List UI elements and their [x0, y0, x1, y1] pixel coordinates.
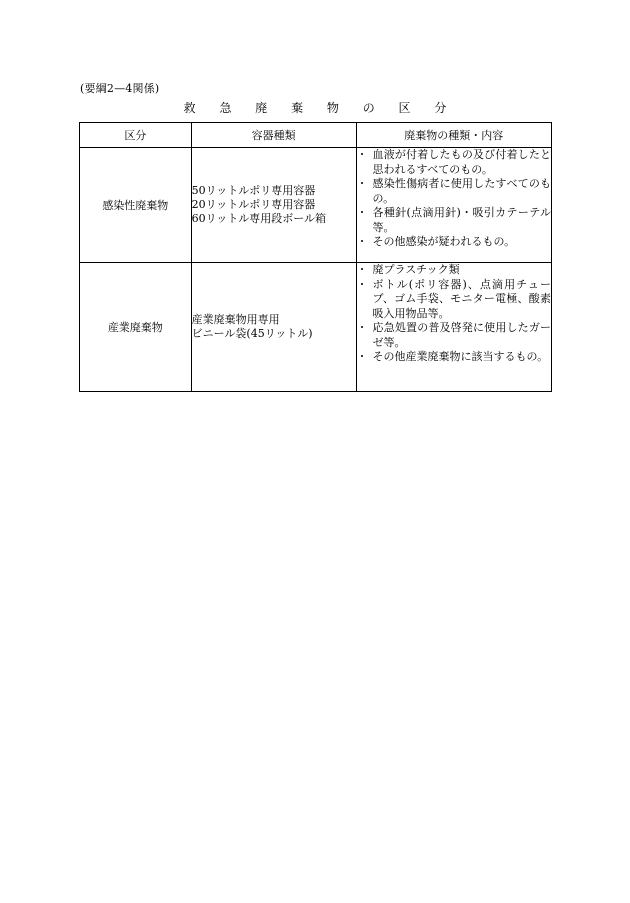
- list-item: [357, 148, 551, 177]
- list-item: [357, 263, 551, 278]
- list-item: [357, 321, 551, 350]
- bullet-mark: ・: [356, 148, 368, 161]
- list-item-text: 応急処置の普及啓発に使用したガーゼ等。: [372, 321, 551, 349]
- bullet-mark: ・: [356, 177, 368, 190]
- list-item: [357, 177, 551, 206]
- list-item-text: 廃プラスチック類: [372, 263, 460, 276]
- container-item: 50リットルポリ専用容器: [191, 184, 316, 197]
- list-item-text: 各種針(点滴用針)・吸引カテーテル等。: [372, 206, 551, 234]
- category-cell: 感染性廃棄物: [80, 148, 192, 263]
- table-row: [80, 263, 552, 392]
- container-item: 産業廃棄物用専用: [191, 313, 280, 326]
- list-item: [357, 206, 551, 235]
- table-header-row: [80, 123, 552, 148]
- container-item: 20リットルポリ専用容器: [191, 198, 316, 211]
- waste-items-list: [357, 148, 551, 250]
- waste-items-cell: [356, 263, 551, 392]
- reference-note: (要綱2—4関係): [80, 82, 160, 95]
- list-item: [357, 235, 551, 250]
- list-item-text: 血液が付着したもの及び付着したと思われるすべてのもの。: [372, 148, 551, 176]
- category-cell: 産業廃棄物: [80, 263, 192, 392]
- header-container-type: 容器種類: [191, 123, 356, 148]
- list-item-text: その他感染が疑われるもの。: [372, 235, 516, 248]
- table-row: [80, 148, 552, 263]
- header-category: 区分: [80, 123, 192, 148]
- list-item: [357, 350, 551, 365]
- bullet-mark: ・: [356, 263, 368, 276]
- list-item-text: その他産業廃棄物に該当するもの。: [372, 350, 549, 363]
- container-cell: [191, 148, 356, 263]
- bullet-mark: ・: [356, 235, 368, 248]
- waste-classification-table: [79, 122, 552, 392]
- waste-items-cell: [356, 148, 551, 263]
- bullet-mark: ・: [356, 350, 368, 363]
- document-title: 救 急 廃 棄 物 の 区 分: [183, 101, 457, 115]
- bullet-mark: ・: [356, 277, 368, 291]
- bullet-mark: ・: [356, 321, 368, 334]
- container-item: 60リットル専用段ボール箱: [191, 212, 326, 225]
- bullet-mark: ・: [356, 206, 368, 219]
- waste-items-list: [357, 263, 551, 365]
- list-item-text: 感染性傷病者に使用したすべてのもの。: [372, 177, 551, 205]
- list-item-text: ボトル(ポリ容器)、点滴用チューブ、ゴム手袋、モニター電極、酸素吸入用物品等。: [372, 277, 551, 320]
- container-cell: [191, 263, 356, 392]
- header-waste-type: 廃棄物の種類・内容: [356, 123, 551, 148]
- container-item: ビニール袋(45リットル): [191, 327, 313, 340]
- list-item: [357, 278, 551, 322]
